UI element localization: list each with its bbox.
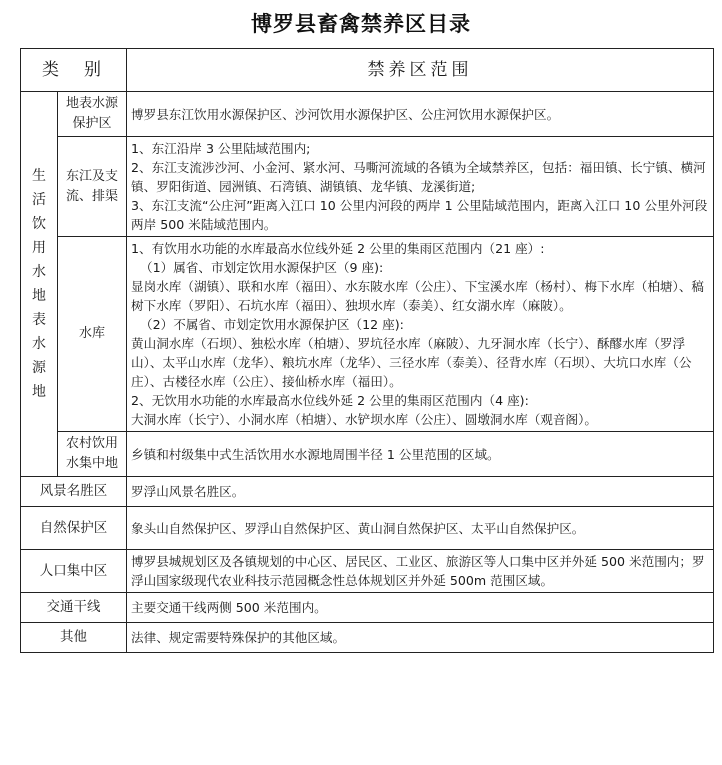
surface-water-scope: 博罗县东江饮用水源保护区、沙河饮用水源保护区、公庄河饮用水源保护区。 — [127, 92, 714, 137]
reservoir-line: 大洞水库（长宁）、小洞水库（柏塘）、水铲坝水库（公庄）、圆墩洞水库（观音阁）。 — [131, 412, 597, 427]
header-category: 类 别 — [21, 49, 127, 92]
nature-reserve-label: 自然保护区 — [21, 507, 127, 550]
rural-water-label: 农村饮用水集中地 — [58, 432, 127, 477]
category-char: 表 — [32, 312, 46, 328]
table-row — [21, 92, 714, 137]
other-scope: 法律、规定需要特殊保护的其他区域。 — [127, 623, 714, 653]
reservoir-line: 显岗水库（湖镇）、联和水库（福田）、水东陂水库（公庄）、下宝溪水库（杨村）、梅下水库（柏塘）、稿树下水库（罗阳）、石坑水库（福田）、独坝水库（泰美）、红女湖水库（麻陂）。 — [131, 279, 705, 313]
reservoir-line: （2）不属省、市划定饮用水源保护区（12 座): — [140, 317, 404, 332]
river-line: 1、东江沿岸 3 公里陆域范围内; — [131, 141, 311, 156]
nature-reserve-scope: 象头山自然保护区、罗浮山自然保护区、黄山洞自然保护区、太平山自然保护区。 — [127, 507, 714, 550]
rural-water-scope: 乡镇和村级集中式生活饮用水水源地周围半径 1 公里范围的区域。 — [127, 432, 714, 477]
population-label: 人口集中区 — [21, 550, 127, 593]
river-line: 2、东江支流涉沙河、小金河、紧水河、马嘶河流域的各镇为全域禁养区，包括：福田镇、长宁镇、横河镇、罗阳街道、园洲镇、石湾镇、湖镇镇、龙华镇、龙溪街道; — [131, 160, 706, 194]
living-water-category — [21, 92, 58, 477]
reservoir-line: 黄山洞水库（石坝）、独松水库（柏塘）、罗坑径水库（麻陂）、九牙洞水库（长宁）、酥醪水库（罗浮山）、太平山水库（龙华）、粮坑水库（龙华）、三径水库（泰美）、径背水库（石坝）、大坑口水库（公庄）、古楼径水库（公庄）、接仙桥水库（福田）。 — [131, 336, 692, 389]
category-char: 用 — [32, 240, 46, 256]
table-row — [21, 507, 714, 550]
table-header-row — [21, 49, 714, 92]
reservoir-line: 1、有饮用水功能的水库最高水位线外延 2 公里的集雨区范围内（21 座）: — [131, 241, 545, 256]
category-char: 地 — [32, 384, 46, 400]
surface-water-label: 地表水源保护区 — [58, 92, 127, 137]
traffic-scope: 主要交通干线两侧 500 米范围内。 — [127, 593, 714, 623]
reservoir-line: （1）属省、市划定饮用水源保护区（9 座): — [140, 260, 384, 275]
traffic-label: 交通干线 — [21, 593, 127, 623]
category-char: 生 — [32, 168, 46, 184]
scenic-label: 风景名胜区 — [21, 477, 127, 507]
population-scope: 博罗县城规划区及各镇规划的中心区、居民区、工业区、旅游区等人口集中区并外延 500 米范围内；罗浮山国家级现代农业科技示范园概念性总体规划区并外延 500m 范围区域。 — [127, 550, 714, 593]
scenic-scope: 罗浮山风景名胜区。 — [127, 477, 714, 507]
reservoir-label: 水库 — [58, 237, 127, 432]
table-row — [21, 593, 714, 623]
catalog-table — [20, 48, 714, 653]
table-row — [21, 477, 714, 507]
category-char: 地 — [32, 288, 46, 304]
category-char: 源 — [32, 360, 46, 376]
table-row — [21, 432, 714, 477]
river-label: 东江及支流、排渠 — [58, 137, 127, 237]
river-scope — [127, 137, 714, 237]
table-row — [21, 137, 714, 237]
category-char: 水 — [32, 336, 46, 352]
table-row — [21, 550, 714, 593]
header-scope: 禁养区范围 — [127, 49, 714, 92]
category-char: 饮 — [32, 216, 46, 232]
document-title: 博罗县畜禽禁养区目录 — [251, 12, 471, 36]
reservoir-line: 2、无饮用水功能的水库最高水位线外延 2 公里的集雨区范围内（4 座): — [131, 393, 529, 408]
table-row — [21, 623, 714, 653]
category-char: 活 — [32, 192, 46, 208]
table-row — [21, 237, 714, 432]
river-line: 3、东江支流“公庄河”距离入江口 10 公里内河段的两岸 1 公里陆域范围内，距离入江口 10 公里外河段两岸 500 米陆域范围内。 — [131, 198, 708, 232]
category-char: 水 — [32, 264, 46, 280]
reservoir-scope — [127, 237, 714, 432]
other-label: 其他 — [21, 623, 127, 653]
